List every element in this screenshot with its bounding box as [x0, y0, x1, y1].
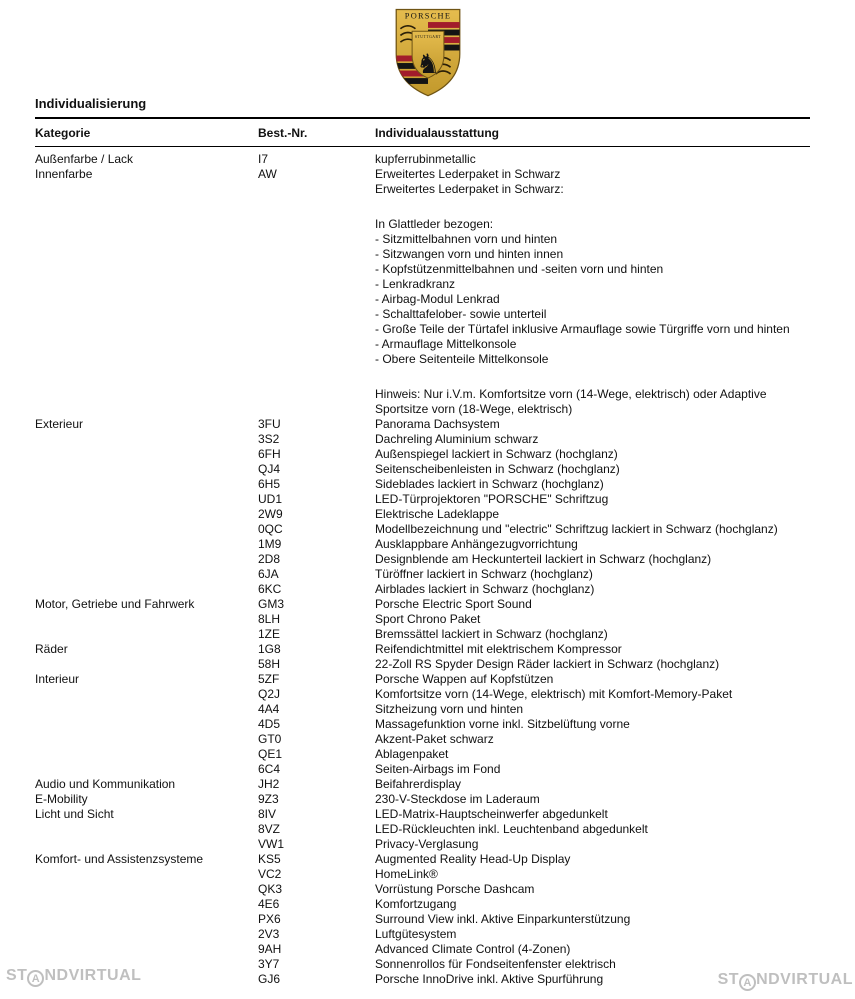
cell-category: Audio und Kommunikation: [35, 777, 176, 791]
cell-category: [35, 537, 258, 552]
column-header-ausstattung: Individualausstattung: [375, 126, 500, 140]
cell-code: QE1: [258, 747, 283, 761]
table-row: [35, 492, 810, 507]
cell-category: Außenfarbe / Lack: [35, 152, 134, 166]
cell-description: Seiten-Airbags im Fond: [375, 762, 501, 776]
cell-category: [35, 867, 258, 882]
cell-code: 1ZE: [258, 627, 281, 641]
table-row: [35, 447, 810, 462]
cell-description: - Obere Seitenteile Mittelkonsole: [375, 352, 549, 366]
cell-code: 3Y7: [258, 957, 280, 971]
table-row: [35, 582, 810, 597]
cell-description: Sitzheizung vorn und hinten: [375, 702, 524, 716]
cell-code: [258, 277, 375, 292]
cell-code: 8LH: [258, 612, 281, 626]
cell-description: Außenspiegel lackiert in Schwarz (hochglanz): [375, 447, 618, 461]
cell-description: Erweitertes Lederpaket in Schwarz: [375, 167, 561, 181]
column-header-kategorie: Kategorie: [35, 126, 91, 140]
table-spacer: [35, 367, 810, 387]
cell-category: [35, 612, 258, 627]
cell-description: LED-Rückleuchten inkl. Leuchtenband abgedunkelt: [375, 822, 648, 836]
cell-code: [258, 232, 375, 247]
cell-category: [35, 182, 258, 197]
cell-description: HomeLink®: [375, 867, 438, 881]
cell-description: In Glattleder bezogen:: [375, 217, 494, 231]
table-row: [35, 597, 810, 612]
cell-description: Augmented Reality Head-Up Display: [375, 852, 571, 866]
cell-category: [35, 627, 258, 642]
cell-description: - Kopfstützenmittelbahnen und -seiten vorn und hinten: [375, 262, 664, 276]
table-row: [35, 247, 810, 262]
table-row: [35, 277, 810, 292]
cell-category: [35, 567, 258, 582]
table-header-row: [35, 119, 810, 146]
cell-description: Sideblades lackiert in Schwarz (hochglanz): [375, 477, 604, 491]
table-row: [35, 777, 810, 792]
cell-code: PX6: [258, 912, 281, 926]
cell-code: 6JA: [258, 567, 279, 581]
table-row: [35, 942, 810, 957]
table-row: [35, 402, 810, 417]
cell-description: Elektrische Ladeklappe: [375, 507, 500, 521]
cell-description: - Sitzmittelbahnen vorn und hinten: [375, 232, 558, 246]
equipment-rows: [35, 147, 810, 987]
table-row: [35, 262, 810, 277]
cell-code: [258, 387, 375, 402]
cell-description: - Armauflage Mittelkonsole: [375, 337, 517, 351]
table-row: [35, 432, 810, 447]
cell-category: [35, 292, 258, 307]
cell-code: [258, 307, 375, 322]
cell-category: [35, 352, 258, 367]
cell-description: Ausklappbare Anhängezugvorrichtung: [375, 537, 578, 551]
table-row: [35, 882, 810, 897]
watermark-text-prefix: ST: [6, 967, 28, 984]
cell-code: 2W9: [258, 507, 283, 521]
cell-code: 8VZ: [258, 822, 281, 836]
cell-code: QJ4: [258, 462, 281, 476]
cell-code: 3S2: [258, 432, 280, 446]
table-row: [35, 337, 810, 352]
table-row: [35, 462, 810, 477]
cell-code: 2D8: [258, 552, 281, 566]
cell-description: Surround View inkl. Aktive Einparkunterstützung: [375, 912, 631, 926]
cell-description: Massagefunktion vorne inkl. Sitzbelüftung vorne: [375, 717, 630, 731]
cell-code: QK3: [258, 882, 283, 896]
cell-category: Exterieur: [35, 417, 84, 431]
table-row: [35, 837, 810, 852]
cell-description: Komfortsitze vorn (14-Wege, elektrisch) mit Komfort-Memory-Paket: [375, 687, 733, 701]
cell-code: [258, 402, 375, 417]
column-header-bestnr: Best.-Nr.: [258, 126, 308, 140]
cell-code: 8IV: [258, 807, 277, 821]
table-row: [35, 627, 810, 642]
table-row: [35, 717, 810, 732]
table-row: [35, 732, 810, 747]
watermark-bottom-left: [6, 967, 141, 987]
crest-brand-text: PORSCHE: [404, 11, 451, 21]
cell-description: Modellbezeichnung und "electric" Schriftzug lackiert in Schwarz (hochglanz): [375, 522, 778, 536]
cell-category: [35, 747, 258, 762]
cell-code: GT0: [258, 732, 282, 746]
cell-description: Porsche Wappen auf Kopfstützen: [375, 672, 554, 686]
cell-code: 1G8: [258, 642, 281, 656]
cell-code: 6KC: [258, 582, 282, 596]
cell-code: VW1: [258, 837, 285, 851]
equipment-document: [35, 96, 810, 987]
table-row: [35, 152, 810, 167]
table-row: [35, 537, 810, 552]
table-row: [35, 702, 810, 717]
porsche-crest-svg: [390, 7, 466, 99]
cell-description: Akzent-Paket schwarz: [375, 732, 494, 746]
cell-category: [35, 507, 258, 522]
table-row: [35, 762, 810, 777]
table-row: [35, 477, 810, 492]
table-row: [35, 552, 810, 567]
cell-description: - Große Teile der Türtafel inklusive Armauflage sowie Türgriffe vorn und hinten: [375, 322, 790, 336]
table-row: [35, 852, 810, 867]
cell-code: 58H: [258, 657, 281, 671]
cell-description: Erweitertes Lederpaket in Schwarz:: [375, 182, 564, 196]
table-row: [35, 642, 810, 657]
cell-category: [35, 247, 258, 262]
cell-description: 230-V-Steckdose im Laderaum: [375, 792, 540, 806]
cell-description: 22-Zoll RS Spyder Design Räder lackiert in Schwarz (hochglanz): [375, 657, 720, 671]
cell-category: [35, 837, 258, 852]
cell-category: [35, 717, 258, 732]
cell-category: [35, 307, 258, 322]
cell-code: [258, 247, 375, 262]
page-title: Individualisierung: [35, 96, 147, 111]
table-row: [35, 417, 810, 432]
cell-description: Advanced Climate Control (4-Zonen): [375, 942, 571, 956]
cell-code: KS5: [258, 852, 281, 866]
cell-code: 3FU: [258, 417, 281, 431]
cell-category: Räder: [35, 642, 68, 656]
table-spacer: [35, 197, 810, 217]
cell-description: LED-Matrix-Hauptscheinwerfer abgedunkelt: [375, 807, 608, 821]
cell-code: I7: [258, 152, 269, 166]
cell-code: 4A4: [258, 702, 280, 716]
cell-code: Q2J: [258, 687, 281, 701]
cell-description: kupferrubinmetallic: [375, 152, 476, 166]
watermark-text-prefix: ST: [717, 971, 740, 988]
cell-category: [35, 522, 258, 537]
cell-category: [35, 477, 258, 492]
cell-code: AW: [258, 167, 277, 181]
watermark-logo-icon: A: [739, 974, 756, 991]
cell-category: [35, 337, 258, 352]
watermark-bottom-right: [718, 971, 853, 991]
porsche-crest-logo: [390, 7, 466, 104]
cell-category: [35, 402, 258, 417]
cell-category: [35, 912, 258, 927]
cell-description: Reifendichtmittel mit elektrischem Kompressor: [375, 642, 622, 656]
table-row: [35, 897, 810, 912]
cell-code: [258, 352, 375, 367]
table-row: [35, 747, 810, 762]
crest-city-text: STUTTGART: [414, 34, 441, 39]
cell-description: Ablagenpaket: [375, 747, 449, 761]
cell-description: Luftgütesystem: [375, 927, 457, 941]
cell-category: Motor, Getriebe und Fahrwerk: [35, 597, 195, 611]
cell-category: [35, 322, 258, 337]
cell-category: [35, 582, 258, 597]
cell-description: Airblades lackiert in Schwarz (hochglanz): [375, 582, 595, 596]
cell-category: [35, 687, 258, 702]
table-row: [35, 507, 810, 522]
cell-description: Türöffner lackiert in Schwarz (hochglanz): [375, 567, 593, 581]
cell-code: [258, 262, 375, 277]
cell-description: Privacy-Verglasung: [375, 837, 479, 851]
cell-code: 9AH: [258, 942, 282, 956]
cell-category: [35, 702, 258, 717]
cell-category: [35, 822, 258, 837]
cell-category: [35, 732, 258, 747]
cell-description: - Airbag-Modul Lenkrad: [375, 292, 500, 306]
cell-description: - Lenkradkranz: [375, 277, 456, 291]
table-row: [35, 387, 810, 402]
table-row: [35, 217, 810, 232]
cell-category: [35, 927, 258, 942]
table-row: [35, 322, 810, 337]
cell-description: Komfortzugang: [375, 897, 457, 911]
cell-description: Porsche InnoDrive inkl. Aktive Spurführung: [375, 972, 604, 986]
cell-description: Seitenscheibenleisten in Schwarz (hochglanz): [375, 462, 620, 476]
cell-code: 5ZF: [258, 672, 280, 686]
table-row: [35, 307, 810, 322]
table-row: [35, 687, 810, 702]
cell-code: 1M9: [258, 537, 282, 551]
cell-category: Licht und Sicht: [35, 807, 114, 821]
table-row: [35, 567, 810, 582]
cell-category: [35, 657, 258, 672]
table-row: [35, 232, 810, 247]
table-row: [35, 822, 810, 837]
cell-description: LED-Türprojektoren "PORSCHE" Schriftzug: [375, 492, 609, 506]
cell-description: Vorrüstung Porsche Dashcam: [375, 882, 535, 896]
cell-description: Bremssättel lackiert in Schwarz (hochglanz): [375, 627, 608, 641]
cell-description: Designblende am Heckunterteil lackiert in Schwarz (hochglanz): [375, 552, 712, 566]
cell-category: [35, 942, 258, 957]
cell-code: [258, 337, 375, 352]
cell-code: 6C4: [258, 762, 281, 776]
cell-code: 0QC: [258, 522, 283, 536]
cell-code: 4D5: [258, 717, 281, 731]
cell-category: [35, 492, 258, 507]
cell-category: [35, 447, 258, 462]
cell-code: [258, 292, 375, 307]
cell-code: GJ6: [258, 972, 281, 986]
cell-category: [35, 232, 258, 247]
table-row: [35, 167, 810, 182]
cell-description: - Sitzwangen vorn und hinten innen: [375, 247, 564, 261]
cell-code: GM3: [258, 597, 285, 611]
table-row: [35, 957, 810, 972]
cell-description: - Schalttafelober- sowie unterteil: [375, 307, 547, 321]
cell-code: 9Z3: [258, 792, 279, 806]
table-row: [35, 807, 810, 822]
cell-category: [35, 462, 258, 477]
table-row: [35, 912, 810, 927]
cell-description: Porsche Electric Sport Sound: [375, 597, 532, 611]
table-row: [35, 352, 810, 367]
table-row: [35, 522, 810, 537]
table-row: [35, 867, 810, 882]
watermark-text-suffix: NDVIRTUAL: [756, 971, 853, 988]
cell-description: Sonnenrollos für Fondseitenfenster elektrisch: [375, 957, 616, 971]
cell-description: Sportsitze vorn (18-Wege, elektrisch): [375, 402, 573, 416]
cell-code: VC2: [258, 867, 282, 881]
cell-code: 6FH: [258, 447, 281, 461]
cell-code: 2V3: [258, 927, 280, 941]
table-row: [35, 672, 810, 687]
cell-description: Dachreling Aluminium schwarz: [375, 432, 539, 446]
cell-category: [35, 762, 258, 777]
cell-category: Komfort- und Assistenzsysteme: [35, 852, 204, 866]
cell-code: [258, 322, 375, 337]
table-row: [35, 927, 810, 942]
cell-category: Interieur: [35, 672, 80, 686]
cell-category: [35, 432, 258, 447]
crest-horse-icon: ♞: [415, 49, 440, 80]
cell-category: [35, 217, 258, 232]
cell-code: [258, 217, 375, 232]
cell-code: [258, 182, 375, 197]
table-row: [35, 612, 810, 627]
table-row: [35, 972, 810, 987]
cell-category: [35, 882, 258, 897]
table-row: [35, 292, 810, 307]
table-row: [35, 792, 810, 807]
cell-code: 6H5: [258, 477, 281, 491]
cell-description: Sport Chrono Paket: [375, 612, 481, 626]
cell-category: E-Mobility: [35, 792, 88, 806]
cell-description: Beifahrerdisplay: [375, 777, 462, 791]
cell-category: [35, 262, 258, 277]
cell-category: [35, 277, 258, 292]
watermark-text-suffix: NDVIRTUAL: [44, 967, 142, 984]
table-row: [35, 657, 810, 672]
cell-code: UD1: [258, 492, 283, 506]
cell-code: JH2: [258, 777, 280, 791]
cell-category: [35, 387, 258, 402]
watermark-logo-icon: A: [27, 970, 44, 987]
cell-category: [35, 552, 258, 567]
cell-code: 4E6: [258, 897, 280, 911]
cell-description: Panorama Dachsystem: [375, 417, 500, 431]
table-row: [35, 182, 810, 197]
cell-category: [35, 897, 258, 912]
cell-category: Innenfarbe: [35, 167, 93, 181]
cell-description: Hinweis: Nur i.V.m. Komfortsitze vorn (14-Wege, elektrisch) oder Adaptive: [375, 387, 767, 401]
